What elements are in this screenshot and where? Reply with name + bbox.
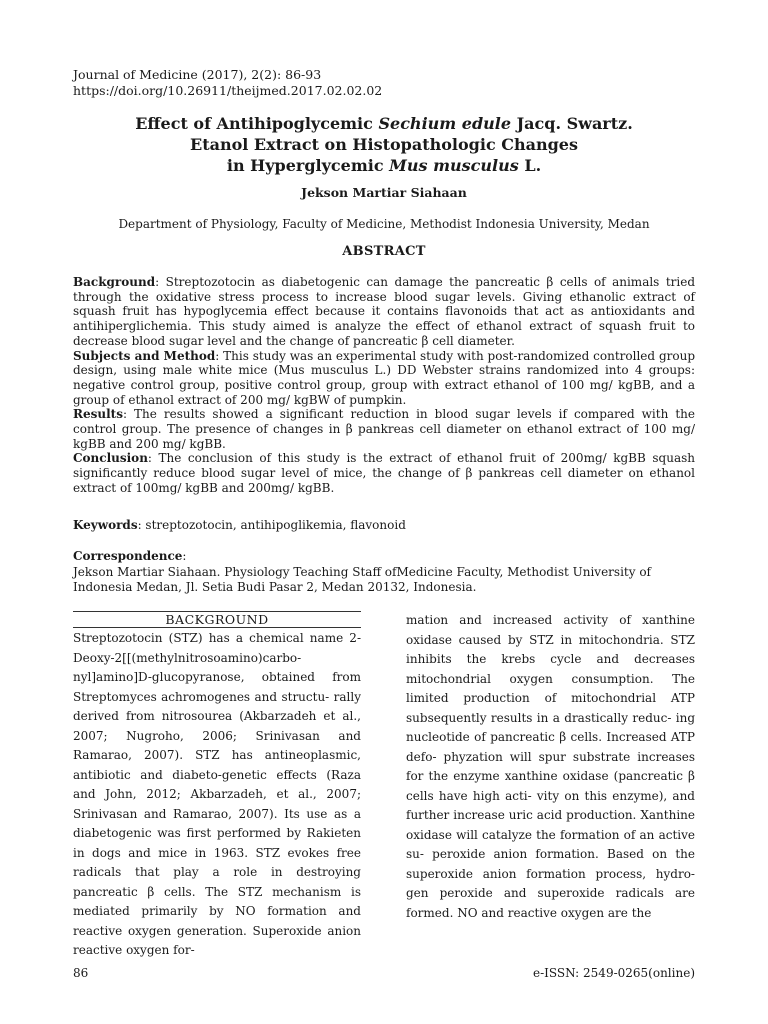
correspondence-heading	[73, 549, 695, 565]
abstract-label: Subjects and Method	[73, 348, 216, 363]
background-text-left: Streptozotocin (STZ) has a chemical name 2-Deoxy-2[[(methylnitrosoamino)carbo- nyl]amino]D-glucopyranose, obtained from Streptomyces achromogenes and structu- rally derived from nitrosourea (Akbarzadeh et al., 2007; Nugroho, 2006; Srinivasan and Ramarao, 2007). STZ has antineoplasmic, antibiotic and diabeto-genetic effects (Raza and John, 2012; Akbarzadeh, et al., 2007; Srinivasan and Ramarao, 2007). Its use as a diabetogenic was first performed by Rakieten in dogs and mice in 1963. STZ evokes free radicals that play a role in destroying pancreatic β cells. The STZ mechanism is mediated primarily by NO formation and reactive oxygen generation. Superoxide anion reactive oxygen for-	[73, 631, 361, 957]
title-line-3	[40, 155, 728, 176]
title-text: Effect of Antihipoglycemic	[135, 114, 379, 133]
left-column	[73, 611, 361, 961]
title-text: in Hyperglycemic	[226, 156, 390, 175]
abstract-background	[73, 275, 695, 349]
title-species-name: Sechium edule	[378, 114, 512, 133]
abstract-heading: ABSTRACT	[342, 244, 426, 259]
abstract-subjects-method	[73, 349, 695, 408]
title-species-name: Mus musculus	[389, 156, 519, 175]
abstract-label: Conclusion	[73, 451, 148, 466]
correspondence-text: Jekson Martiar Siahaan. Physiology Teaching Staff ofMedicine Faculty, Methodist University of Indonesia Medan, Jl. Setia Budi Pasar 2, Medan 20132, Indonesia.	[73, 564, 651, 594]
journal-header	[73, 67, 382, 99]
abstract-text: : The conclusion of this study is the extract of ethanol fruit of 200mg/ kgBB squash significantly reduce blood sugar level of mice, the change of β pankreas cell diameter on ethanol extract of 100mg/ kgBB and 200mg/ kgBB.	[73, 451, 695, 495]
paper-title	[40, 113, 728, 176]
abstract-text: : The results showed a significant reduction in blood sugar levels if compared with the control group. The presence of changes in β pankreas cell diameter on ethanol extract of 100 mg/ kgBB and 200 mg/ kgBB.	[73, 407, 695, 451]
author-affiliation: Department of Physiology, Faculty of Medicine, Methodist Indonesia University, Medan	[118, 217, 650, 231]
right-column	[406, 611, 695, 923]
title-line-2: Etanol Extract on Histopathologic Changes	[190, 135, 578, 154]
abstract-label: Background	[73, 275, 156, 289]
title-text: L.	[518, 156, 542, 175]
background-text-right: mation and increased activity of xanthine oxidase caused by STZ in mitochondria. STZ inhibits the krebs cycle and decreases mitochondrial oxygen consumption. The limited production of mitochondrial ATP subsequently results in a drastically reduc- ing nucleotide of pancreatic β cells. Increased ATP defo- phyzation will spur substrate increases for the enzyme xanthine oxidase (pancreatic β cells have high acti- vity on this enzyme), and further increase uric acid production. Xanthine oxidase will catalyze the formation of an active su- peroxide anion formation. Based on the superoxide anion formation process, hydro- gen peroxide and superoxide radicals are formed. NO and reactive oxygen are the	[406, 613, 695, 920]
keywords-label: Keywords	[73, 518, 138, 532]
journal-citation: Journal of Medicine (2017), 2(2): 86-93	[73, 67, 322, 82]
doi-link[interactable]: https://doi.org/10.26911/theijmed.2017.02.02.02	[73, 83, 383, 98]
section-heading-background: BACKGROUND	[73, 611, 361, 628]
correspondence-label: Correspondence	[73, 549, 183, 563]
correspondence	[73, 549, 695, 596]
eissn: e-ISSN: 2549-0265(online)	[532, 966, 695, 980]
keywords	[73, 518, 695, 532]
abstract-text: : This study was an experimental study with post-randomized controlled group design, using male white mice (Mus musculus L.) DD Webster strains randomized into 4 groups: negative control group, positive control group, group with extract ethanol of 100 mg/ kgBB, and a group of ethanol extract of 200 mg/ kgBW of pumpkin.	[73, 348, 695, 407]
abstract-label: Results	[73, 407, 123, 422]
abstract-conclusion	[73, 451, 695, 495]
abstract-body	[73, 275, 695, 496]
keywords-text: : streptozotocin, antihipoglikemia, flavonoid	[137, 518, 406, 532]
abstract-results	[73, 407, 695, 451]
page-number: 86	[73, 966, 89, 980]
correspondence-colon: :	[182, 549, 187, 563]
title-text: Jacq. Swartz.	[511, 114, 633, 133]
author-name: Jekson Martiar Siahaan	[301, 185, 467, 200]
abstract-text: : Streptozotocin as diabetogenic can damage the pancreatic β cells of animals tried through the oxidative stress process to increase blood sugar levels. Giving ethanolic extract of squash fruit has hypoglycemia effect because it contains flavonoids that act as antioxidants and antihiperglichemia. This study aimed is analyze the effect of ethanol extract of squash fruit to decrease blood sugar level and the change of pancreatic β cell diameter.	[73, 275, 695, 348]
title-line-1	[40, 113, 728, 134]
